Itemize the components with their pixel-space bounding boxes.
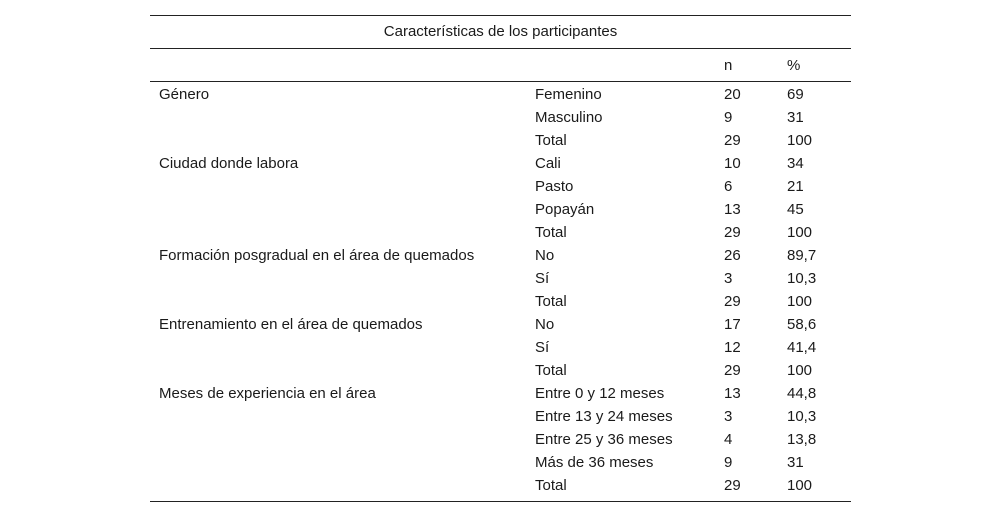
table-row [150,451,851,474]
row-percent: 21 [787,178,804,195]
row-percent: 44,8 [787,385,817,402]
row-n: 9 [724,454,733,471]
table-header [150,49,851,81]
table-body [150,82,851,501]
table-row [150,106,851,129]
row-category: Pasto [535,178,574,195]
row-n: 13 [724,201,741,218]
row-variable: Entrenamiento en el área de quemados [159,316,423,333]
row-category: Entre 13 y 24 meses [535,408,673,425]
table-row [150,221,851,244]
table-row [150,336,851,359]
row-n: 29 [724,224,741,241]
row-category: Total [535,224,567,241]
row-percent: 100 [787,132,813,149]
header-n: n [724,57,733,74]
row-n: 12 [724,339,741,356]
row-category: Total [535,132,567,149]
row-n: 6 [724,178,733,195]
row-n: 29 [724,362,741,379]
row-percent: 34 [787,155,804,172]
row-category: Sí [535,270,550,287]
row-variable: Ciudad donde labora [159,155,299,172]
row-category: No [535,316,555,333]
row-category: Masculino [535,109,603,126]
row-percent: 100 [787,362,813,379]
row-variable: Formación posgradual en el área de quemados [159,247,475,264]
row-percent: 45 [787,201,804,218]
row-n: 20 [724,86,741,103]
header-percent: % [787,57,801,74]
participants-table [150,15,851,502]
row-category: Popayán [535,201,595,218]
table-row [150,382,851,405]
table-row [150,428,851,451]
table-row [150,175,851,198]
row-category: Total [535,293,567,310]
row-percent: 31 [787,454,804,471]
row-n: 3 [724,270,733,287]
row-n: 13 [724,385,741,402]
table-row [150,129,851,152]
row-n: 9 [724,109,733,126]
row-category: Sí [535,339,550,356]
row-n: 29 [724,293,741,310]
row-percent: 58,6 [787,316,817,333]
row-category: Más de 36 meses [535,454,654,471]
row-n: 3 [724,408,733,425]
table-row [150,405,851,428]
row-percent: 89,7 [787,247,817,264]
bottom-rule [150,501,851,502]
row-category: Total [535,362,567,379]
row-variable: Meses de experiencia en el área [159,385,376,402]
row-percent: 69 [787,86,804,103]
row-category: Total [535,477,567,494]
row-n: 29 [724,477,741,494]
table-row [150,474,851,497]
row-percent: 10,3 [787,270,817,287]
table-row [150,83,851,106]
row-percent: 100 [787,224,813,241]
table-row [150,290,851,313]
row-n: 29 [724,132,741,149]
row-percent: 100 [787,293,813,310]
row-percent: 13,8 [787,431,817,448]
row-percent: 31 [787,109,804,126]
row-category: No [535,247,555,264]
row-category: Cali [535,155,561,172]
row-n: 4 [724,431,733,448]
row-percent: 100 [787,477,813,494]
table-row [150,267,851,290]
row-n: 26 [724,247,741,264]
row-percent: 41,4 [787,339,817,356]
row-percent: 10,3 [787,408,817,425]
table-caption: Características de los participantes [383,23,618,40]
row-n: 10 [724,155,741,172]
table-row [150,244,851,267]
row-category: Entre 0 y 12 meses [535,385,665,402]
row-category: Femenino [535,86,602,103]
table-row [150,152,851,175]
table-row [150,198,851,221]
row-variable: Género [159,86,210,103]
row-n: 17 [724,316,741,333]
table-row [150,313,851,336]
row-category: Entre 25 y 36 meses [535,431,673,448]
table-row [150,359,851,382]
